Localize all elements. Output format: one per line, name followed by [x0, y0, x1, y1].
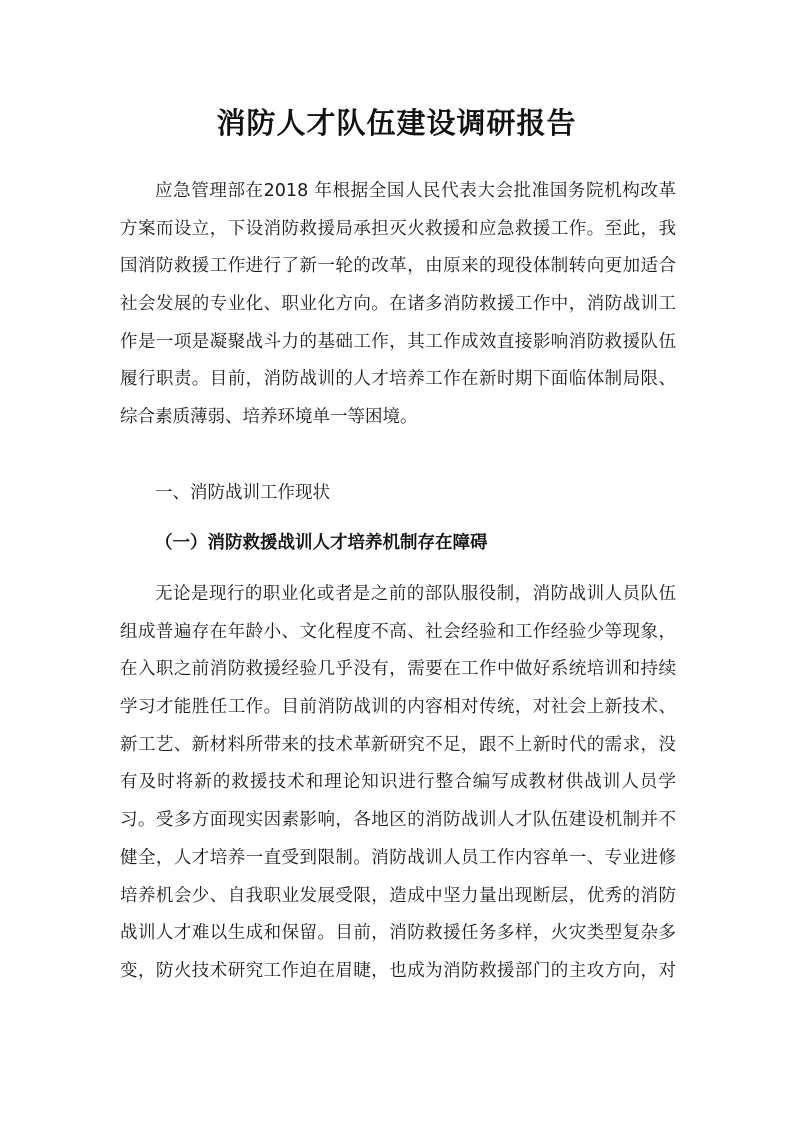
- subsection-heading: （一）消防救援战训人才培养机制存在障碍: [155, 533, 488, 553]
- paragraph-line: 新工艺、新材料所带来的技术革新研究不足，跟不上新时代的需求，没: [120, 734, 676, 755]
- paragraph-line: 培养机会少、自我职业发展受限，造成中坚力量出现断层，优秀的消防: [120, 885, 676, 906]
- paragraph-intro: [120, 173, 676, 437]
- paragraph-line: 方案而设立，下设消防救援局承担灭火救援和应急救援工作。至此，我: [120, 218, 676, 239]
- paragraph-line: 战训人才难以生成和保留。目前，消防救援任务多样，火灾类型复杂多: [120, 923, 676, 944]
- paragraph-line: 社会发展的专业化、职业化方向。在诸多消防救援工作中，消防战训工: [120, 294, 676, 315]
- section-heading: 一、消防战训工作现状: [155, 483, 330, 503]
- paragraph-line: 作是一项是凝聚战斗力的基础工作，其工作成效直接影响消防救援队伍: [120, 331, 676, 352]
- paragraph-line: 国消防救援工作进行了新一轮的改革，由原来的现役体制转向更加适合: [120, 256, 676, 277]
- paragraph-line: 综合素质薄弱、培养环境单一等困境。: [120, 407, 418, 428]
- paragraph-line: 无论是现行的职业化或者是之前的部队服役制，消防战训人员队伍: [155, 584, 676, 604]
- paragraph-line: 学习才能胜任工作。目前消防战训的内容相对传统，对社会上新技术、: [120, 697, 676, 718]
- paragraph-line: 履行职责。目前，消防战训的人才培养工作在新时期下面临体制局限、: [120, 369, 676, 390]
- paragraph-line: 在入职之前消防救援经验几乎没有，需要在工作中做好系统培训和持续: [120, 659, 676, 680]
- paragraph-line: 习。受多方面现实因素影响，各地区的消防战训人才队伍建设机制并不: [120, 810, 676, 831]
- paragraph-line: 有及时将新的救援技术和理论知识进行整合编写成教材供战训人员学: [120, 772, 676, 793]
- document-title: 消防人才队伍建设调研报告: [216, 106, 577, 140]
- paragraph-line: 组成普遍存在年龄小、文化程度不高、社会经验和工作经验少等现象，: [120, 621, 676, 642]
- paragraph-line: 健全，人才培养一直受到限制。消防战训人员工作内容单一、专业进修: [120, 847, 676, 868]
- paragraph-training: [120, 576, 676, 991]
- paragraph-line: 应急管理部在2018 年根据全国人民代表大会批准国务院机构改革: [155, 181, 676, 201]
- paragraph-line: 变，防火技术研究工作迫在眉睫，也成为消防救援部门的主攻方向，对: [120, 960, 676, 981]
